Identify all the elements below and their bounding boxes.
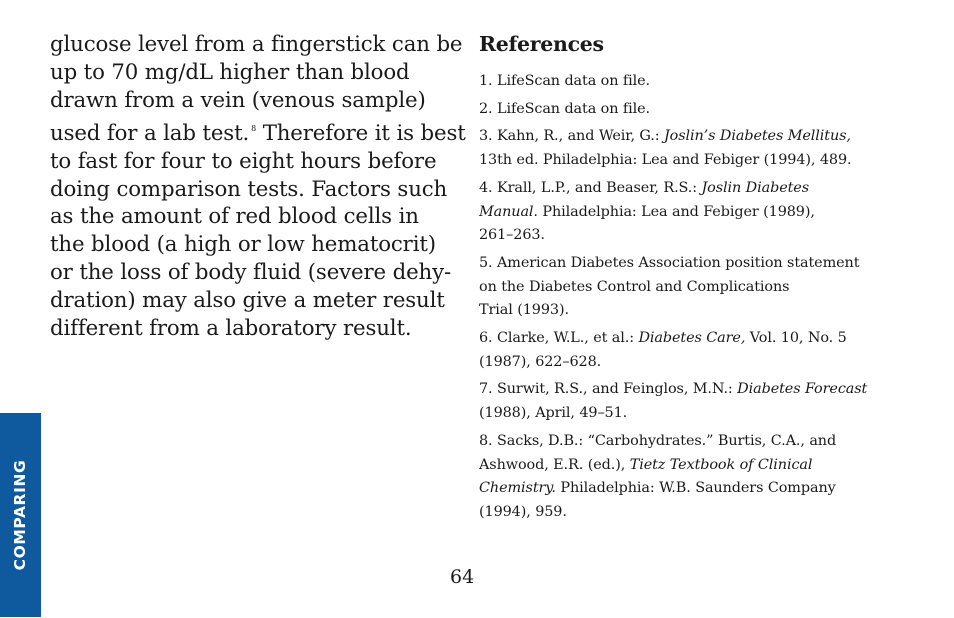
reference-line: (1994), 959. xyxy=(479,503,567,520)
reference-line: 13th ed. Philadelphia: Lea and Febiger (1994), 489. xyxy=(479,152,852,169)
reference-line: 4. Krall, L.P., and Beaser, R.S.: Joslin Diabetes xyxy=(479,179,809,196)
reference-line: 261–263. xyxy=(479,227,545,244)
body-line: drawn from a vein (venous sample) xyxy=(50,87,426,113)
body-line: the blood (a high or low hematocrit) xyxy=(50,232,436,258)
reference-item xyxy=(479,70,899,94)
body-line: up to 70 mg/dL higher than blood xyxy=(50,59,410,85)
reference-line: 1. LifeScan data on file. xyxy=(479,73,651,89)
reference-line: (1987), 622–628. xyxy=(479,353,602,370)
reference-line: (1988), April, 49–51. xyxy=(479,405,628,422)
body-paragraph xyxy=(50,31,466,343)
reference-item xyxy=(479,125,899,172)
body-line-text: used for a lab test. xyxy=(50,120,250,146)
reference-line: Chemistry. Philadelphia: W.B. Saunders Company xyxy=(479,480,836,497)
reference-item xyxy=(479,327,899,374)
reference-line: 8. Sacks, D.B.: “Carbohydrates.” Burtis, C.A., and xyxy=(479,432,837,449)
reference-line: on the Diabetes Control and Complications xyxy=(479,278,790,295)
reference-line: 3. Kahn, R., and Weir, G.: Joslin’s Diabetes Mellitus, xyxy=(479,128,851,145)
footnote-marker: 8 xyxy=(251,123,257,133)
body-line-text: Therefore it is best xyxy=(262,120,466,146)
reference-item xyxy=(479,430,899,525)
page-number: 64 xyxy=(450,566,475,588)
section-side-tab xyxy=(0,413,41,617)
reference-line: 5. American Diabetes Association position statement xyxy=(479,254,860,271)
references-list xyxy=(479,70,899,525)
body-line: different from a laboratory result. xyxy=(50,316,412,342)
references-section xyxy=(479,32,899,529)
body-line: or the loss of body fluid (severe dehy- xyxy=(50,260,452,286)
body-line: as the amount of red blood cells in xyxy=(50,204,419,230)
reference-item xyxy=(479,177,899,248)
reference-item xyxy=(479,378,899,425)
reference-line: Manual. Philadelphia: Lea and Febiger (1989), xyxy=(479,203,815,220)
reference-line: 2. LifeScan data on file. xyxy=(479,100,651,117)
side-tab-label: COMPARING xyxy=(11,459,29,571)
reference-line: Ashwood, E.R. (ed.), Tietz Textbook of Clinical xyxy=(479,456,813,473)
reference-item xyxy=(479,252,899,323)
reference-line: 6. Clarke, W.L., et al.: Diabetes Care, Vol. 10, No. 5 xyxy=(479,330,847,347)
reference-line: 7. Surwit, R.S., and Feinglos, M.N.: Diabetes Forecast xyxy=(479,381,868,398)
body-line xyxy=(50,115,466,148)
body-line: dration) may also give a meter result xyxy=(50,288,445,314)
body-line: to fast for four to eight hours before xyxy=(50,148,437,174)
references-heading: References xyxy=(479,32,604,56)
reference-item xyxy=(479,98,899,122)
body-line: doing comparison tests. Factors such xyxy=(50,176,448,202)
reference-line: Trial (1993). xyxy=(479,302,569,319)
body-line: glucose level from a fingerstick can be xyxy=(50,32,463,57)
